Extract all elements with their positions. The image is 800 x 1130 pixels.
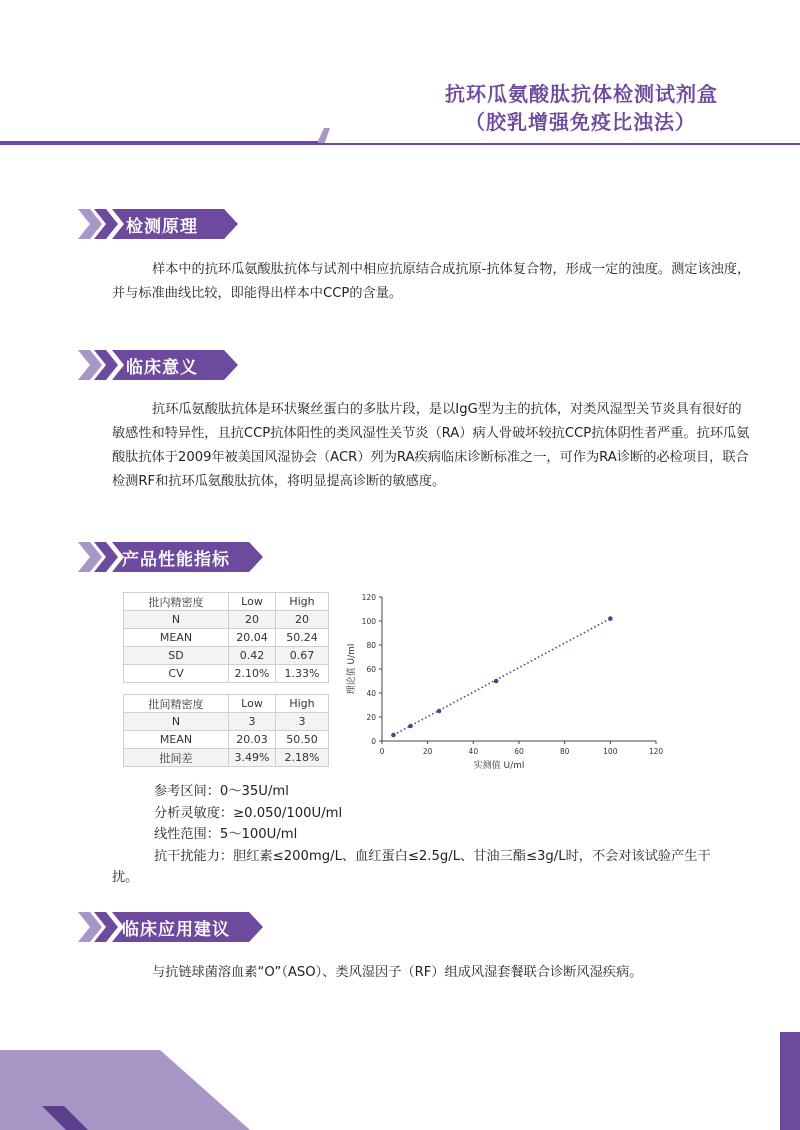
- section-title: 临床应用建议: [122, 920, 230, 940]
- table-cell: 0.42: [229, 647, 276, 665]
- bottom-left-decoration: [0, 1020, 330, 1130]
- chart-point: [437, 709, 442, 714]
- application-paragraph: 与抗链球菌溶血素“O”（ASO）、类风湿因子（RF）组成风湿套餐联合诊断风湿疾病。: [152, 965, 643, 980]
- linearity-chart: [340, 585, 670, 775]
- chart-point: [608, 616, 613, 621]
- table-cell: 3: [276, 713, 329, 731]
- chart-y-tick-label: 120: [361, 593, 376, 602]
- clinical-paragraph: 抗环瓜氨酸肽抗体是环状聚丝蛋白的多肽片段，是以IgG型为主的抗体，对类风湿型关节炎具有很好的敏感性和特异性，且抗CCP抗体阳性的类风湿性关节炎（RA）病人骨破坏较抗CCP抗体阴性者严重。抗环瓜氨酸肽抗体于2009年被美国风湿协会（ACR）列为RA疾病临床诊断标准之一，可作为RA诊断的必检项目，联合检测RF和抗环瓜氨酸肽抗体，将明显提高诊断的敏感度。: [112, 402, 750, 489]
- header-rule-wedge: [318, 128, 334, 144]
- chart-fit-line: [393, 619, 610, 735]
- table-row: [124, 731, 329, 749]
- table-cell: 批间精密度: [124, 695, 229, 713]
- spec-reference: 参考区间：0～35U/ml: [154, 784, 289, 799]
- table-row: [124, 611, 329, 629]
- table-cell: Low: [229, 593, 276, 611]
- chart-y-axis-label: 理论值 U/ml: [347, 643, 357, 695]
- table-cell: N: [124, 713, 229, 731]
- table-cell: CV: [124, 665, 229, 683]
- chart-x-tick-label: 120: [648, 747, 664, 756]
- table-cell: High: [276, 695, 329, 713]
- chart-x-tick-label: 60: [514, 747, 524, 756]
- section-heading-principle: [78, 209, 238, 239]
- table-row: [124, 647, 329, 665]
- chart-y-tick-label: 80: [366, 641, 376, 650]
- table-row: [124, 629, 329, 647]
- chart-point: [391, 733, 396, 738]
- table-row: [124, 749, 329, 767]
- table-cell: 20.04: [229, 629, 276, 647]
- chart-x-tick-label: 40: [468, 747, 479, 756]
- table-cell: 20: [276, 611, 329, 629]
- table-cell: 2.10%: [229, 665, 276, 683]
- chart-y-tick-label: 20: [366, 713, 376, 722]
- spec-interference-line2: 扰。: [112, 870, 139, 885]
- table-row: [124, 665, 329, 683]
- table-cell: 50.50: [276, 731, 329, 749]
- inter-precision-table: [123, 694, 329, 767]
- chart-x-axis-label: 实测值 U/ml: [473, 761, 525, 771]
- spec-interference-continued: [112, 867, 138, 889]
- table-cell: 3.49%: [229, 749, 276, 767]
- table-cell: SD: [124, 647, 229, 665]
- table-cell: 0.67: [276, 647, 329, 665]
- spec-linearity: 线性范围：5～100U/ml: [154, 827, 298, 842]
- table-cell: High: [276, 593, 329, 611]
- table-cell: 20: [229, 611, 276, 629]
- table-row: [124, 713, 329, 731]
- spec-list: [154, 781, 711, 867]
- section-heading-application: [78, 912, 263, 942]
- table-cell: 批间差: [124, 749, 229, 767]
- chart-y-tick-label: 60: [366, 665, 376, 674]
- section-heading-performance: [78, 542, 263, 572]
- section-title: 临床意义: [126, 358, 198, 378]
- chart-y-tick-label: 0: [371, 737, 376, 746]
- chart-x-tick-label: 100: [603, 747, 618, 756]
- chart-point: [408, 724, 413, 729]
- section-title: 产品性能指标: [122, 550, 230, 570]
- table-cell: 1.33%: [276, 665, 329, 683]
- spec-interference: 抗干扰能力：胆红素≤200mg/L、血红蛋白≤2.5g/L、甘油三酯≤3g/L时，不会对该试验产生干: [154, 848, 711, 864]
- table-header-row: [124, 593, 329, 611]
- table-cell: 2.18%: [276, 749, 329, 767]
- header-rule-thin: [318, 143, 800, 145]
- section-title: 检测原理: [126, 217, 198, 237]
- table-cell: 20.03: [229, 731, 276, 749]
- table-cell: MEAN: [124, 629, 229, 647]
- table-header-row: [124, 695, 329, 713]
- table-cell: MEAN: [124, 731, 229, 749]
- chart-y-tick-label: 100: [361, 617, 376, 626]
- table-cell: 3: [229, 713, 276, 731]
- chart-x-tick-label: 80: [559, 747, 570, 756]
- bottom-right-tab: [780, 1032, 800, 1130]
- chart-x-tick-label: 20: [422, 747, 433, 756]
- table-cell: 批内精密度: [124, 593, 229, 611]
- document-title: 抗环瓜氨酸肽抗体检测试剂盒: [445, 82, 718, 106]
- chart-x-tick-label: 0: [379, 747, 385, 756]
- chart-y-tick-label: 40: [366, 689, 376, 698]
- header-rule: [0, 141, 318, 145]
- principle-paragraph: 样本中的抗环瓜氨酸肽抗体与试剂中相应抗原结合成抗原-抗体复合物，形成一定的浊度。测定该浊度，并与标准曲线比较，即能得出样本中CCP的含量。: [112, 262, 751, 301]
- table-cell: Low: [229, 695, 276, 713]
- document-subtitle: （胶乳增强免疫比浊法）: [465, 110, 696, 134]
- spec-sensitivity: 分析灵敏度：≥0.050/100U/ml: [154, 805, 343, 821]
- chart-point: [494, 679, 499, 684]
- section-heading-clinical: [78, 350, 238, 380]
- table-cell: N: [124, 611, 229, 629]
- intra-precision-table: [123, 592, 329, 683]
- table-cell: 50.24: [276, 629, 329, 647]
